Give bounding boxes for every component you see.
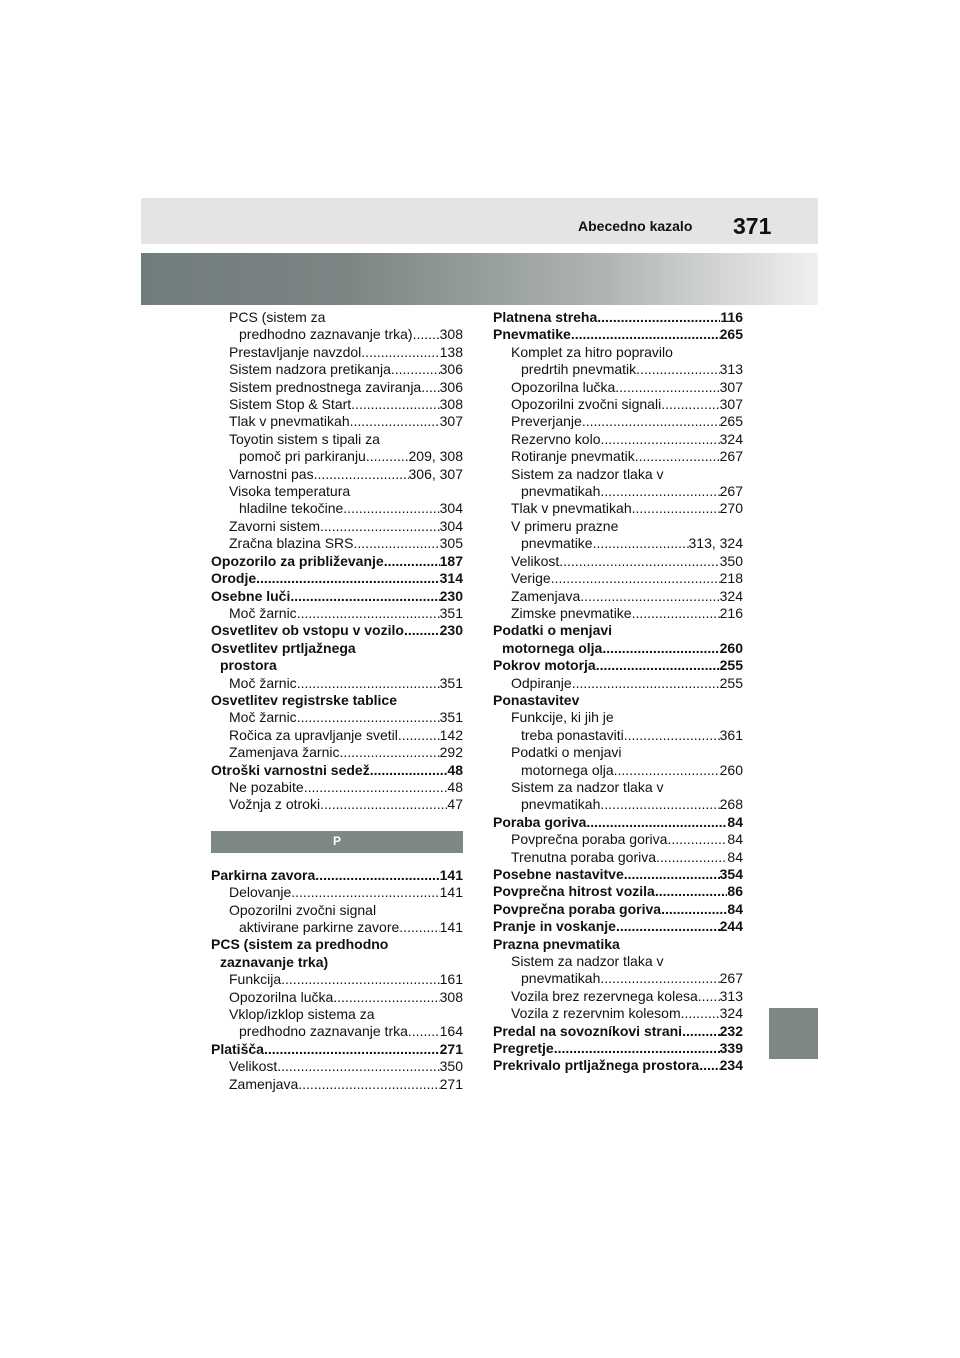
index-entry: Poraba goriva ..... 84 bbox=[493, 814, 743, 831]
index-entry: Orodje ..... 314 bbox=[211, 570, 463, 587]
index-subentry: Odpiranje ..... 255 bbox=[493, 675, 743, 692]
index-subentry: Rotiranje pnevmatik ..... 267 bbox=[493, 448, 743, 465]
decorative-band bbox=[141, 253, 818, 305]
index-subentry: Ročica za upravljanje svetil ..... 142 bbox=[211, 727, 463, 744]
index-subentry: pomoč pri parkiranju ..... 209, 308 bbox=[211, 448, 463, 465]
index-subentry: pnevmatikah ..... 268 bbox=[493, 796, 743, 813]
index-subentry: Sistem nadzora pretikanja ..... 306 bbox=[211, 361, 463, 378]
index-subentry: Tlak v pnevmatikah ..... 270 bbox=[493, 500, 743, 517]
index-entry: Predal na sovozníkovi strani ..... 232 bbox=[493, 1023, 743, 1040]
index-subentry: Funkcija ..... 161 bbox=[211, 971, 463, 988]
index-entry: PCS (sistem za predhodno bbox=[211, 936, 389, 953]
index-subentry: Delovanje ..... 141 bbox=[211, 884, 463, 901]
index-subentry: Prestavljanje navzdol ..... 138 bbox=[211, 344, 463, 361]
index-entry: Osvetlitev prtljažnega bbox=[211, 639, 356, 656]
index-column-right bbox=[493, 309, 743, 1075]
index-subentry: Velikost ..... 350 bbox=[493, 553, 743, 570]
index-entry: Parkirna zavora ..... 141 bbox=[211, 867, 463, 884]
index-subentry: Rezervno kolo ..... 324 bbox=[493, 431, 743, 448]
index-subentry: treba ponastaviti ..... 361 bbox=[493, 727, 743, 744]
index-entry: Povprečna poraba goriva ..... 84 bbox=[493, 901, 743, 918]
letter-header: P bbox=[332, 834, 341, 849]
index-subentry: Visoka temperatura bbox=[229, 483, 351, 500]
index-entry: Opozorilo za približevanje ..... 187 bbox=[211, 553, 463, 570]
index-subentry: Zamenjava ..... 271 bbox=[211, 1076, 463, 1093]
index-subentry: Velikost ..... 350 bbox=[211, 1058, 463, 1075]
index-subentry: V primeru prazne bbox=[511, 517, 619, 534]
index-entry: Pokrov motorja ..... 255 bbox=[493, 657, 743, 674]
index-subentry: pnevmatikah ..... 267 bbox=[493, 483, 743, 500]
index-subentry: Vožnja z otroki ..... 47 bbox=[211, 796, 463, 813]
index-subentry: Vklop/izklop sistema za bbox=[229, 1006, 375, 1023]
index-subentry: predhodno zaznavanje trka ..... 164 bbox=[211, 1023, 463, 1040]
index-subentry: Moč žarnic ..... 351 bbox=[211, 709, 463, 726]
index-subentry: Vozila z rezervnim kolesom ..... 324 bbox=[493, 1005, 743, 1022]
index-subentry: predrtih pnevmatik ..... 313 bbox=[493, 361, 743, 378]
index-subentry: Zamenjava ..... 324 bbox=[493, 588, 743, 605]
index-subentry: Sistem prednostnega zaviranja ..... 306 bbox=[211, 379, 463, 396]
index-subentry: Komplet za hitro popravilo bbox=[511, 343, 673, 360]
index-subentry: Sistem Stop & Start ..... 308 bbox=[211, 396, 463, 413]
index-subentry: hladilne tekočine ..... 304 bbox=[211, 500, 463, 517]
section-title: Abecedno kazalo bbox=[578, 218, 693, 234]
index-entry: Osebne luči ..... 230 bbox=[211, 588, 463, 605]
index-entry: Posebne nastavitve ..... 354 bbox=[493, 866, 743, 883]
index-subentry: Toyotin sistem s tipali za bbox=[229, 430, 380, 447]
index-subentry: Ne pozabite ..... 48 bbox=[211, 779, 463, 796]
index-subentry: Zimske pnevmatike ..... 216 bbox=[493, 605, 743, 622]
index-subentry: predhodno zaznavanje trka) ..... 308 bbox=[211, 326, 463, 343]
index-entry: Prazna pnevmatika bbox=[493, 935, 620, 952]
index-entry: Podatki o menjavi bbox=[493, 622, 613, 639]
index-subentry: motornega olja ..... 260 bbox=[493, 762, 743, 779]
index-subentry: Zavorni sistem ..... 304 bbox=[211, 518, 463, 535]
index-subentry: Podatki o menjavi bbox=[511, 744, 622, 761]
index-subentry: Verige ..... 218 bbox=[493, 570, 743, 587]
section-tab bbox=[769, 1008, 818, 1059]
index-subentry: Zamenjava žarnic ..... 292 bbox=[211, 744, 463, 761]
index-entry: Osvetlitev ob vstopu v vozilo ..... 230 bbox=[211, 622, 463, 639]
index-subentry: Funkcije, ki jih je bbox=[511, 709, 614, 726]
index-subentry: Sistem za nadzor tlaka v bbox=[511, 953, 664, 970]
index-subentry: Moč žarnic ..... 351 bbox=[211, 675, 463, 692]
index-subentry: Zračna blazina SRS ..... 305 bbox=[211, 535, 463, 552]
index-subentry: Sistem za nadzor tlaka v bbox=[511, 778, 664, 795]
index-entry: Otroški varnostni sedež ..... 48 bbox=[211, 762, 463, 779]
index-subentry: Vozila brez rezervnega kolesa ..... 313 bbox=[493, 988, 743, 1005]
index-entry: Platnena streha ..... 116 bbox=[493, 309, 743, 326]
index-entry: zaznavanje trka) bbox=[220, 953, 329, 970]
index-subentry: Moč žarnic ..... 351 bbox=[211, 605, 463, 622]
index-entry: motornega olja ..... 260 bbox=[493, 640, 743, 657]
index-subentry: Opozorilna lučka ..... 307 bbox=[493, 379, 743, 396]
index-subentry: PCS (sistem za bbox=[229, 309, 326, 325]
index-entry: Platišča ..... 271 bbox=[211, 1041, 463, 1058]
letter-header-bar bbox=[211, 831, 463, 853]
index-subentry: pnevmatike ..... 313, 324 bbox=[493, 535, 743, 552]
index-entry: Pranje in voskanje ..... 244 bbox=[493, 918, 743, 935]
index-entry: prostora bbox=[220, 657, 277, 674]
index-entry: Ponastavitev bbox=[493, 691, 580, 708]
index-entry: Povprečna hitrost vozila ..... 86 bbox=[493, 883, 743, 900]
header-bar bbox=[141, 198, 818, 244]
index-entry: Osvetlitev registrske tablice bbox=[211, 691, 397, 708]
index-subentry: Trenutna poraba goriva ..... 84 bbox=[493, 849, 743, 866]
index-subentry: Preverjanje ..... 265 bbox=[493, 413, 743, 430]
index-subentry: Povprečna poraba goriva ..... 84 bbox=[493, 831, 743, 848]
index-subentry: Opozorilni zvočni signal bbox=[229, 901, 377, 918]
page-number: 371 bbox=[733, 213, 772, 239]
index-subentry: pnevmatikah ..... 267 bbox=[493, 970, 743, 987]
index-entry: Pnevmatike ..... 265 bbox=[493, 326, 743, 343]
index-entry: Pregretje ..... 339 bbox=[493, 1040, 743, 1057]
index-subentry: Sistem za nadzor tlaka v bbox=[511, 465, 664, 482]
index-entry: Prekrivalo prtljažnega prostora ..... 234 bbox=[493, 1057, 743, 1074]
index-subentry: Opozorilni zvočni signali ..... 307 bbox=[493, 396, 743, 413]
index-subentry: aktivirane parkirne zavore ..... 141 bbox=[211, 919, 463, 936]
index-subentry: Opozorilna lučka ..... 308 bbox=[211, 989, 463, 1006]
index-subentry: Varnostni pas ..... 306, 307 bbox=[211, 466, 463, 483]
index-column-left bbox=[211, 309, 463, 1093]
index-subentry: Tlak v pnevmatikah ..... 307 bbox=[211, 413, 463, 430]
